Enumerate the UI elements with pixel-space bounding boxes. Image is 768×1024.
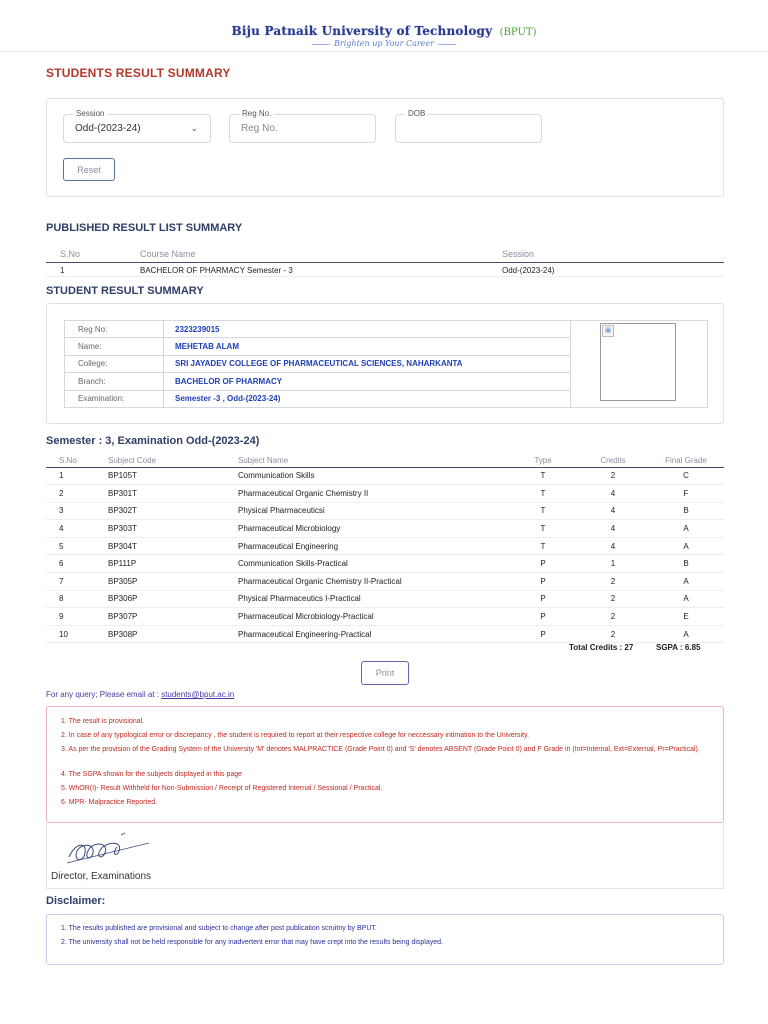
cell-sno: 3 [46, 502, 108, 520]
value-branch: BACHELOR OF PHARMACY [164, 373, 571, 390]
note-item: 1. The result is provisional. [61, 718, 145, 725]
col-type: Type [508, 454, 578, 467]
university-logo-text [0, 24, 768, 38]
table-row [46, 467, 724, 485]
col-final-grade: Final Grade [648, 454, 724, 467]
session-label: Session [73, 109, 107, 118]
cell-subject-code: BP111P [108, 555, 238, 573]
student-info-table [64, 320, 571, 408]
cell-sno: 5 [46, 537, 108, 555]
cell-grade: A [648, 573, 724, 591]
regno-input[interactable] [229, 109, 376, 143]
photo-cell [571, 320, 708, 408]
reset-button[interactable]: Reset [63, 158, 115, 181]
table-row [46, 608, 724, 626]
table-row [46, 520, 724, 538]
disclaimer-title: Disclaimer: [46, 895, 106, 907]
note-item: 6. MPR- Malpractice Reported. [61, 799, 158, 806]
cell-type: T [508, 520, 578, 538]
cell-credits: 4 [578, 537, 648, 555]
row-sno: 1 [60, 266, 65, 275]
site-header [0, 0, 768, 52]
notes-box [46, 706, 724, 823]
label-college: College: [65, 355, 164, 372]
label-exam: Examination: [65, 390, 164, 407]
table-row [46, 555, 724, 573]
disclaimer-box [46, 914, 724, 965]
cell-subject-name: Communication Skills [238, 467, 508, 485]
cell-grade: B [648, 555, 724, 573]
cell-type: P [508, 625, 578, 643]
query-text: For any query; Please email at : [46, 690, 159, 699]
cell-subject-code: BP302T [108, 502, 238, 520]
grades-table [46, 454, 724, 643]
cell-subject-code: BP301T [108, 485, 238, 503]
published-title: PUBLISHED RESULT LIST SUMMARY [46, 222, 243, 234]
query-line [46, 690, 234, 699]
student-row-regno [65, 321, 571, 338]
cell-subject-code: BP308P [108, 625, 238, 643]
table-row[interactable] [46, 263, 724, 277]
label-regno: Reg No: [65, 321, 164, 338]
disclaimer-item: 2. The university shall not be held responsible for any inadvertent error that may have crept into the results being displayed. [61, 939, 443, 946]
dob-label: DOB [405, 109, 428, 118]
row-session: Odd-(2023-24) [502, 266, 555, 275]
note-item: 2. In case of any typological error or discrepancy , the student is required to report at their respective college for neccessary intimation to the University. [61, 732, 529, 739]
cell-subject-code: BP305P [108, 573, 238, 591]
cell-subject-name: Pharmaceutical Organic Chemistry II-Practical [238, 573, 508, 591]
student-row-college [65, 355, 571, 372]
table-row [46, 573, 724, 591]
cell-type: P [508, 590, 578, 608]
cell-subject-code: BP303T [108, 520, 238, 538]
row-course: BACHELOR OF PHARMACY Semester - 3 [140, 266, 293, 275]
cell-subject-code: BP306P [108, 590, 238, 608]
value-exam: Semester -3 , Odd-(2023-24) [164, 390, 571, 407]
cell-grade: A [648, 625, 724, 643]
cell-credits: 2 [578, 467, 648, 485]
university-name: Biju Patnaik University of Technology [231, 24, 493, 38]
student-row-exam [65, 390, 571, 407]
sgpa: SGPA : 6.85 [656, 643, 701, 652]
cell-subject-code: BP105T [108, 467, 238, 485]
filter-card [46, 98, 724, 197]
print-button[interactable]: Print [361, 661, 409, 685]
note-item: 4. The SGPA shown for the subjects displayed in this page [61, 771, 243, 778]
cell-grade: E [648, 608, 724, 626]
page-title: STUDENTS RESULT SUMMARY [46, 66, 231, 80]
cell-credits: 2 [578, 573, 648, 591]
cell-credits: 4 [578, 485, 648, 503]
cell-subject-name: Pharmaceutical Engineering [238, 537, 508, 555]
cell-type: T [508, 485, 578, 503]
cell-subject-name: Pharmaceutical Microbiology [238, 520, 508, 538]
regno-label: Reg No. [239, 109, 274, 118]
note-item: 5. WhOR(I)- Result Withheld for Non-Submission / Receipt of Registered Internal / Sessional / Practical. [61, 785, 383, 792]
signature-image [65, 829, 155, 869]
cell-type: T [508, 467, 578, 485]
cell-subject-name: Pharmaceutical Engineering-Practical [238, 625, 508, 643]
email-link[interactable]: students@bput.ac.in [161, 690, 235, 699]
cell-grade: A [648, 537, 724, 555]
cell-grade: A [648, 590, 724, 608]
cell-subject-name: Pharmaceutical Microbiology-Practical [238, 608, 508, 626]
cell-credits: 1 [578, 555, 648, 573]
table-row [46, 502, 724, 520]
total-credits: Total Credits : 27 [569, 643, 634, 652]
cell-sno: 2 [46, 485, 108, 503]
cell-credits: 2 [578, 625, 648, 643]
col-sno: S.No [46, 454, 108, 467]
cell-sno: 6 [46, 555, 108, 573]
cell-grade: C [648, 467, 724, 485]
dob-input[interactable] [395, 109, 542, 143]
cell-subject-code: BP304T [108, 537, 238, 555]
cell-sno: 9 [46, 608, 108, 626]
grades-header [46, 454, 724, 467]
cell-type: P [508, 555, 578, 573]
cell-credits: 2 [578, 590, 648, 608]
value-regno: 2323239015 [164, 321, 571, 338]
cell-subject-name: Physical Pharmaceuticsi [238, 502, 508, 520]
col-subject-name: Subject Name [238, 454, 508, 467]
cell-grade: B [648, 502, 724, 520]
cell-sno: 8 [46, 590, 108, 608]
broken-image-icon: ▣ [602, 325, 614, 337]
table-row [46, 537, 724, 555]
col-sno: S.No [60, 249, 81, 259]
session-value: Odd-(2023-24) [75, 123, 141, 134]
label-name: Name: [65, 338, 164, 355]
student-summary-title: STUDENT RESULT SUMMARY [46, 285, 204, 297]
cell-sno: 10 [46, 625, 108, 643]
label-branch: Branch: [65, 373, 164, 390]
cell-subject-name: Pharmaceutical Organic Chemistry II [238, 485, 508, 503]
student-row-name [65, 338, 571, 355]
director-label: Director, Examinations [51, 871, 152, 882]
student-card [46, 303, 724, 424]
cell-sno: 7 [46, 573, 108, 591]
cell-sno: 1 [46, 467, 108, 485]
value-college: SRI JAYADEV COLLEGE OF PHARMACEUTICAL SCIENCES, NAHARKANTA [164, 355, 571, 372]
cell-type: P [508, 573, 578, 591]
disclaimer-item: 1. The results published are provisional and subject to change after post publication scruitny by BPUT. [61, 925, 377, 932]
col-credits: Credits [578, 454, 648, 467]
tagline-text: Brighten up Your Career [334, 39, 434, 48]
cell-credits: 4 [578, 502, 648, 520]
regno-placeholder: Reg No. [241, 123, 278, 134]
cell-grade: A [648, 520, 724, 538]
cell-type: T [508, 537, 578, 555]
cell-credits: 2 [578, 608, 648, 626]
cell-type: T [508, 502, 578, 520]
student-photo [600, 323, 676, 401]
chevron-down-icon: ⌄ [190, 123, 198, 133]
note-item: 3. As per the provision of the Grading System of the University 'M' denotes MALPRACTICE (Grade Point 0) and 'S' denotes ABSENT (Grade Point 0) and F Grade in (Int=Internal, Ext=External, Pr=Practical). [61, 746, 700, 753]
cell-sno: 4 [46, 520, 108, 538]
university-abbr: (BPUT) [499, 27, 537, 38]
table-row [46, 590, 724, 608]
tagline [0, 39, 768, 48]
published-table-header [46, 245, 724, 263]
semester-title: Semester : 3, Examination Odd-(2023-24) [46, 435, 260, 447]
cell-subject-code: BP307P [108, 608, 238, 626]
student-row-branch [65, 373, 571, 390]
cell-type: P [508, 608, 578, 626]
col-course: Course Name [140, 249, 196, 259]
table-row [46, 625, 724, 643]
cell-subject-name: Communication Skills-Practical [238, 555, 508, 573]
value-name: MEHETAB ALAM [164, 338, 571, 355]
table-row [46, 485, 724, 503]
signature-box [46, 823, 724, 889]
cell-credits: 4 [578, 520, 648, 538]
cell-grade: F [648, 485, 724, 503]
col-session: Session [502, 249, 535, 259]
session-select[interactable] [63, 109, 211, 143]
col-subject-code: Subject Code [108, 454, 238, 467]
cell-subject-name: Physical Pharmaceutics I-Practical [238, 590, 508, 608]
